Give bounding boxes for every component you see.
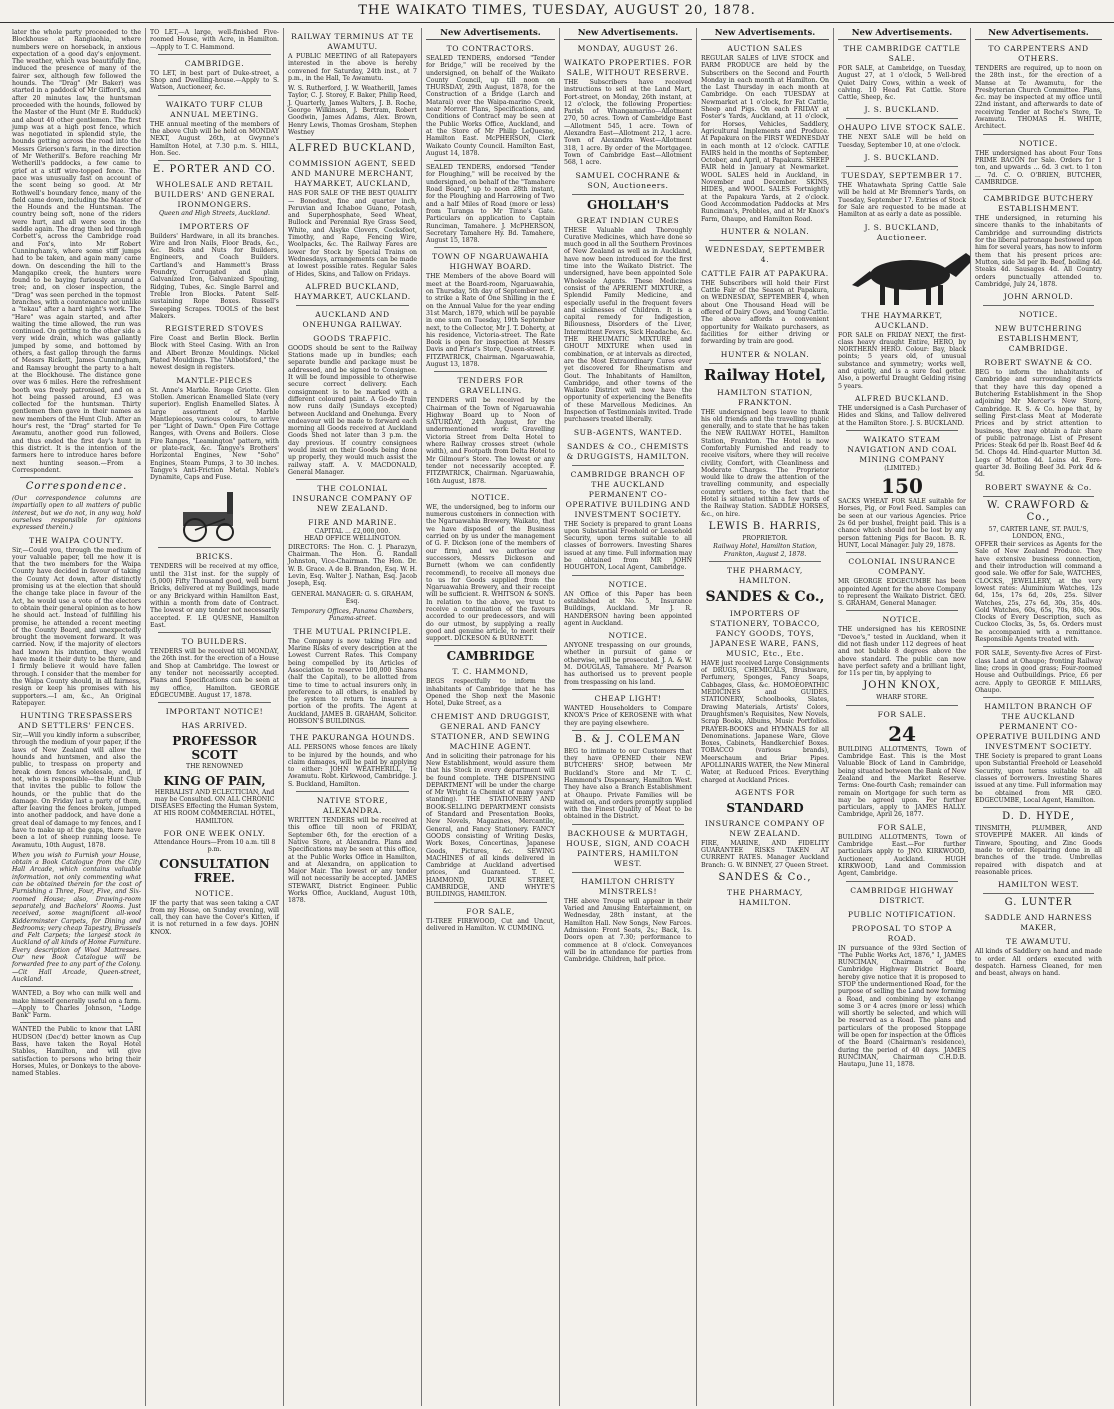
divider [983, 134, 1094, 135]
divider [709, 363, 821, 364]
ad-to-let: TO LET,—A large, well-finished Five-roomed House, with Acre, in Hamilton.—Apply to T. C. Hammond. [150, 29, 279, 51]
onehunga-railway-title: AUCKLAND AND ONEHUNGA RAILWAY. [302, 309, 403, 329]
land-for-sale: FOR SALE, Seventy-five Acres of First-class Land at Ohaupo; fronting Railway line; crops in good grass; Four-roomed House and Outbuildings. Price, £6 per acre. Apply to GEORGE F. MILLARS, Ohaupo. [975, 650, 1102, 694]
john-knox: JOHN KNOX, [863, 680, 941, 692]
mantle-body: St. Anne's Marble. Rouge Griotte. Glen Stollen. American Enamelled Slate (very superior). English Enamelled Slates. A large assortment of Marble Mantlepieces, various colours, to arrive per "Light of Dawn." Open Fire Cottage Ranges, with Ovens and Boilers. Close Fire Ranges, "Leamington" pattern, with or plate-rack, &c. Tangye's Brothers' Horizontal Engines, New "Soho" Engines, Steam Pumps, 3 to 30 inches. Tangye's Anti-Friction Metal. Noble's Dynamite, Caps and Fuse. [150, 386, 279, 482]
brewery-notice: WE, the undersigned, beg to inform our numerous customers in connection with the Ngaruawahia Brewery, Waikato, that we have disposed of the Business carried on by us under the management of G. F. Dickson (one of the members of our firm), and we authorise our successors, Messrs Dickeson and Burnett (whom we can confidently recommend), to receive all moneys due to us for Goods supplied from the Ngaruawahia Brewery, and their receipt will be sufficient. R. WHITSON & SONS. In relation to the above, we trust to receive a continuation of the favours accorded to our predecessors, and will do our utmost, by supplying a really good and genuine article, to merit their support. DICKESON & BURNETT. [426, 503, 555, 643]
highway-district: CAMBRIDGE HIGHWAY DISTRICT. [850, 885, 954, 905]
furnishing-note: When you wish to Furnish your House, obtain a Book Catalogue from the City Hall Arcade, which contains valuable information, not only commenting what can be obtained therein for the cost of Furnishing a Three, Four, Five, and Six-roomed House; also, Drawing-room separately, and Bachelors' Rooms. Just received, some magnificent all-wool Kidderminster Carpets, for Dining and Bedrooms; very cheap Tapestry, Brussels and Felt Carpets; the largest stock in Auckland of all kinds of Home Furniture. Every description of Wool Mattresses. Our new Book Catalogue will be forwarded free to any part of the Colony. —Cit Hall Arcade, Queen-street, Auckland. [12, 851, 141, 983]
sub-agents-wanted: SUB-AGENTS, WANTED. [573, 427, 683, 437]
alfred-buckland-sign: ALFRED BUCKLAND, HAYMARKET, AUCKLAND. [294, 281, 411, 301]
letter-title: HUNTING TRESPASSERS AND SETTLERS' FENCES. [18, 711, 135, 731]
section-header: New Advertisements. [564, 28, 692, 40]
monday-date: MONDAY, AUGUST 26. [577, 44, 679, 53]
column-2 [145, 28, 283, 1406]
divider [20, 986, 133, 987]
railway-terminus-body: A PUBLIC MEETING of all Ratepayers interested in the above is hereby convened for Saturday, 24th inst., at 7 p.m., in the Hall, Te Awamutu. [288, 53, 417, 82]
ghollah-title: GHOLLAH'S [587, 197, 669, 212]
alfred-buckland-sign: ALFRED BUCKLAND. [854, 393, 950, 403]
lewis-harris: LEWIS B. HARRIS, [708, 520, 822, 532]
ghollah-body: THESE Valuable and Thoroughly Curative Medicines, which have done so much good in all the Southern Provinces of New Zealand as well as in Auckland, have now been introduced for the first time into the Waikato District. The undersigned, have been appointed Sole Wholesale Agents. These Medicines consist of the APERIENT MIXTURE, a Splendid Family Medicine, and especially useful in the frequent fevers and sicknesses of Children. It is a capital remedy for Indigestion, Biliousness, Disorders of the Liver, Intermittent Fevers, Sick Headache, &c. THE RHEUMATIC MIXTURE and GHOUT MIXTURE when used in combination, or at intervals as directed, are the Most Extraordinary Cures ever yet discovered for Rheumatism and Gout. The Inhabitants of Hamilton, Cambridge, and other towns of the Waikato District will now have the opportunity of experiencing the Benefits of these Marvellous Medicines. An Inspection of Testimonials invited. Trade purchasers treated liberally. [564, 226, 693, 424]
builders-body: TENDERS will be received till MONDAY, the 26th inst. for the erection of a House and Shop at Cambridge. The lowest or any tender not necessarily accepted. Plans and Specifications can be seen at my office, Hamilton. GEORGE EDGECUMBE. August 17, 1878. [150, 648, 279, 699]
has-arrived: HAS ARRIVED. [181, 721, 248, 731]
sandes-subtitle: IMPORTERS OF STATIONERY, TOBACCO, FANCY GOODS, TOYS, JAPANESE WARE, FANS, MUSIC, Etc., Etc. [710, 608, 820, 658]
chemist-body: And in soliciting their patronage for his New Establishment, would assure them that his Stock in every department will be found complete. THE DISPENSING DEPARTMENT will be under the charge of Mr Wright (a Chemist of many years' standing). THE STATIONERY AND BOOK-SELLING DEPARTMENT consists of Standard and Presentation Books, New Novels, Magazines, Mercantile, General, and Fancy Stationery. FANCY GOODS consisting of Writing Desks, Work Boxes, Concertinas, Japanese Goods, Pictures, &c. SEWING MACHINES of all kinds delivered in Cambridge at Auckland advertised prices, and Guaranteed. T. C. HAMMOND, DUKE STREET, CAMBRIDGE, AND WHYTE'S BUILDINGS, HAMILTON. [426, 752, 555, 899]
cattle-fair-title: CATTLE FAIR AT PAPAKURA. [701, 268, 829, 278]
cheap-light-body: WANTED Householders to Compare KNOX'S Price of KEROSENE with what they are paying elsewhere. [564, 704, 692, 727]
divider [846, 552, 958, 553]
lunter-body: All kinds of Saddlery on hand and made to order. All orders executed with despatch. Harness Cleaned, for men and beast, always on hand. [975, 948, 1102, 978]
divider [434, 488, 547, 489]
divider [572, 872, 684, 873]
steam-engine-illustration [175, 484, 255, 544]
divider [846, 610, 958, 611]
capital: CAPITAL ... £2,000,000. [314, 528, 391, 536]
crawford-address: 57, CARTER LANE, ST. PAUL'S, LONDON, ENG., [988, 525, 1089, 540]
wharf-store: WHARF STORE. [876, 694, 928, 702]
divider [296, 139, 409, 140]
column-1 [8, 28, 145, 1406]
correspondence-heading: Correspondence. [25, 481, 128, 493]
contractors-title: TO CONTRACTORS. [446, 44, 535, 53]
turf-club-title: WAIKATO TURF CLUB ANNUAL MEETING. [165, 99, 264, 119]
divider [434, 160, 547, 161]
office-notice: AN Office of this Paper has been established at No. 5, Insurance Buildings, Auckland. Mr J. R. HANDERSON having been appointed agent in Auckland. [564, 590, 692, 627]
divider [983, 496, 1094, 497]
lewis-address: Railway Hotel, Hamilton Station, Frankton, August 2, 1878. [713, 543, 817, 558]
hunt-report: later the whole party proceeded to the Blockhouse at Rangiaohia, where numbers were on horseback, in anxious expectation of a good day's enjoyment. The weather, which was beautifully fine, induced the presence of many of the fairer sex, although few followed the hounds. The "Drag" (Mr Baker) was started in a paddock of Mr Gifford's, and after 20 minutes law, the huntsman proceeded with the hounds, followed by the Master of the Hunt (Mr E. Rudduck) and about 40 other gentlemen. The first jump was at a high post fence, which was negotiated in splendid style, the hounds getting across the road into the Messrs Grierson's farm, in the direction of Mr Wetherill's. Before reaching Mr Wetherill's paddocks, a few came to grief at a stiff wire-topped fence. The pace was unusually fast on account of the scent being so good. At Mr Rothwell's boundary fence, many of the field came down, including the Master of the Hounds and the Huntsman. The country being soft, none of the riders were hurt, and all were soon in the saddle again. The drag then led through Corbett's, across the Cambridge road and Fox's, into Mr Robert Cunningham's, where some stiff jumps had to be taken, and again many came down. On descending the hill to the Mangapiko creek, the hunters were found to be baying furiously around a tree; and, on closer inspection, the "Drag" was seen perched in the topmost branches, with a countenance not unlike a "tekau" after a hard night's work. The "Hare" was again started, and after waiting the time allowed, the run was continued. On getting to the other side a very wide drain, which was gallantly jumped by some, and bottomed by others, a fast gallop through the farms of Messrs Rickett, James Cunningham, and Ramsay brought the party to a halt at the Blockhouse. The distance gone over was 6 miles. Here the refreshment booth was freely patronised, and on a hot being passed around, £3 was collected for the huntsman. Thirty gentlemen then gave in their names as new members of the Hunt Club. After an hour's rest, the "Drag" started for Te Awamutu, another good run followed, and thus ended the first day's hunt in this district. It is the intention of the farmers here to introduce hares before next hunting season.—From a Correspondent. [12, 29, 141, 474]
firewood: TI-TREE FIREWOOD, Cut and Uncut, delivered in Hamilton. W. CUMMING. [426, 917, 555, 932]
divider [434, 371, 547, 372]
swayne-sign: ROBERT SWAYNE & Co. [985, 482, 1092, 492]
attendance-hours: Attendance Hours—From 10 a.m. till 8 p.m. [153, 839, 276, 854]
allotments-count: 24 [888, 721, 916, 746]
pharmacy-title: THE PHARMACY, HAMILTON. [727, 565, 803, 585]
divider [434, 902, 547, 903]
ad-to-let-shop: TO LET, in best part of Duke-street, a Shop and Dwelling-house.—Apply to S. Watson, Auctioneer, &c. [150, 69, 279, 92]
alfred-buckland-subtitle: COMMISSION AGENT, SEED AND MANURE MERCHANT, HAYMARKET, AUCKLAND, [288, 159, 417, 189]
cambridge-branch-title: CAMBRIDGE BRANCH OF THE AUCKLAND PERMANENT CO-OPERATIVE BUILDING AND INVESTMENT SOCIETY. [565, 469, 691, 519]
standard-body: FIRE, MARINE, AND FIDELITY GUARANTEE RISKS TAKEN AT CURRENT RATES. Manager Auckland Branch: G. W. BINNEY, 27 Queen Street. [701, 839, 829, 869]
for-sale: FOR SALE, [877, 822, 927, 832]
ploughing-tender: SEALED TENDERS, endorsed "Tender for Ploughing," will be received by the undersigned, on behalf of the "Tamahere Road Board," up to noon 28th instant, for the Ploughing and Harrowing of Two and a half Miles of Road (more or less) from Turanga to Mr Tinne's Gate. Particulars on application to Captain Runciman, Tamahere. J. McPHERSON, Secretary Tamahere Hy. Bd. Tamahere, August 15, 1878. [426, 164, 555, 245]
whatawhata-sale: THE Whatawhata Spring Cattle Sale will be held at Mr Bremner's Yards, on Tuesday, September 17. Entries of Stock for Sale are requested to be made at Hamilton at as early a date as possible. [838, 182, 966, 219]
divider [709, 561, 821, 562]
buckland-sign: J. S. BUCKLAND. [864, 153, 940, 163]
railway-hotel-title: Railway Hotel, [703, 365, 827, 384]
divider [846, 705, 958, 706]
letter-title: THE WAIPA COUNTY. [29, 535, 124, 545]
limited: (LIMITED.) [884, 464, 920, 472]
saddle-maker: SADDLE AND HARNESS MAKER, [984, 913, 1093, 933]
notice-heading: NOTICE. [608, 631, 648, 641]
haymarket-body: FOR SALE on FRIDAY NEXT, the first-class heavy draught Entire, HERO, by NORTHERN HERO. Colour: Bay, black points; 5 years old, of unusual substance and symmetry; works well, and quietly, and is a sure foal getter. Also, a powerful Draught Gelding rising 5 years. [838, 331, 966, 390]
hamilton-branch-title: HAMILTON BRANCH OF THE AUCKLAND PERMANENT CO-OPERATIVE BUILDING AND INVESTMENT SOCIETY. [976, 702, 1101, 752]
carpenters-title: TO CARPENTERS AND OTHERS. [988, 44, 1089, 63]
goods-traffic: GOODS TRAFFIC. [313, 333, 392, 343]
divider [158, 160, 271, 161]
masthead: THE WAIKATO TIMES, TUESDAY, AUGUST 20, 1878. [0, 0, 1114, 23]
properties-body: THE Subscribers have received instructions to sell at the Land Mart, Fort-street, on Monday, 26th instant, at 12 o'clock, the following Properties: Parish of Whangamarino—Allotment 270, 50 acres. Town of Cambridge East—Allotment 545, 1 acre. Town of Alexandra East—Allotment 212, 1 acre. Town of Alexandra West—Allotment 318, 1 acre. By order of the Mortgagee. Town of Cambridge East—Allotment 568, 1 acre. [564, 79, 692, 167]
hunter-nolan: HUNTER & NOLAN. [720, 349, 810, 359]
stop-road-body: IN pursuance of the 93rd Section of "The Public Works Act, 1876," I, JAMES RUNCIMAN, Chairman of the Cambridge Highway District Board, hereby give notice that it is proposed to STOP the undermentioned Road, for the purpose of selling the Land now forming a Road, and combining by exchange some 3 or 4 acres (more or less) which will shortly be selected, and which will be reserved as a Road. The plans and particulars of the proposed Stoppage will be open for inspection at the Offices of the Board (Chairman's residence), during the period of 40 days. JAMES RUNCIMAN, Chairman C.H.D.B. Hautapu, June 11, 1878. [838, 944, 966, 1069]
divider [572, 824, 684, 825]
cambridge-heading: CAMBRIDGE. [184, 58, 245, 68]
divider [434, 247, 547, 248]
bricks-title: BRICKS. [195, 552, 234, 562]
divider [158, 702, 271, 703]
standard-subtitle: INSURANCE COMPANY OF NEW ZEALAND. [704, 818, 826, 838]
divider [572, 465, 684, 466]
ohaupo-sale-body: THE NEXT SALE will be held on Tuesday, September 10, at one o'clock. [838, 134, 966, 149]
waikato-properties: WAIKATO PROPERTIES. FOR SALE, WITHOUT RESERVE. [564, 58, 692, 77]
notice-heading: NOTICE. [471, 492, 510, 502]
alfred-buckland-title: ALFRED BUCKLAND, [288, 143, 417, 155]
letter-body: Sir,—Will you kindly inform a subscriber, through the medium of your paper, if the laws of New Zealand will allow the hounds and huntsmen, and also the public, to trespass on property and break down fences wholesale, and, if not, who is responsible—the Hunt Club that invites the public to follow the hounds, or the public that do the damage. On Friday last a party of them, after leaving the fences broken, jumped into another paddock, and have done a great deal of damage to my fences, and I have to make up at the gaps, there have been a lot of sheep running loose. Te Awamutu, 10th August, 1878. [12, 732, 141, 849]
buckland-sign: J. S. BUCKLAND. [864, 105, 940, 115]
railway-terminus-title: RAILWAY TERMINUS AT TE AWAMUTU. [291, 32, 414, 51]
crawford-title: W. CRAWFORD & Co., [987, 499, 1090, 523]
column-3 [283, 28, 421, 1406]
coleman-body: BEG to intimate to our Customers that they have OPENED their NEW BUTCHERS' SHOP, between Mr Buckland's Store and Mr T. C. Hammond's Dispensary, Hamilton West. They have also a Branch Establishment at Ohaupo. Private Families will be waited on, and orders promptly supplied with the Finest Quality of Meat to be obtained in the District. [564, 747, 692, 821]
kerosine-notice: THE undersigned has his KEROSINE "Devoe's," tested in Auckland, when it did not flash under 112 degrees of heat and not bubble 8 degrees above the above standard. The public can now have perfect safety and a brilliant light, for 11s per tin, by applying to [838, 626, 966, 678]
swayne-body: BEG to inform the inhabitants of Cambridge and surrounding districts that they have this day opened a Butchering Establishment in the Shop adjoining Mr Mercer's New Store, Cambridge. R. S. & Co. hope that, by selling First-class Meat at Moderate Prices and by strict attention to business, they may obtain a fair share of public patronage. List of Present Prices: Steak 6d per lb. Roast Beef 4d & 5d. Chops 4d. Hind-quarter Mutton 3d. Legs of Mutton 4d. Loins 4d. Fore-quarter 3d. Boiling Beef 3d. Pork 4d & 5d. [975, 369, 1102, 479]
divider [296, 791, 409, 792]
te-awamutu: TE AWAMUTU. [1005, 937, 1072, 947]
divider [20, 1022, 133, 1023]
ad-wanted: WANTED, a Boy who can milk well and make himself generally useful on a farm.—Apply to Charles Johnson, "Lodge Bank" Farm. [12, 990, 141, 1020]
section-header: New Advertisements. [975, 28, 1102, 40]
section-header: New Advertisements. [838, 28, 966, 40]
column-8 [970, 28, 1106, 1406]
divider [572, 730, 684, 731]
railway-hotel-subtitle: HAMILTON STATION, FRANKTON. [717, 387, 813, 407]
crawford-body: OFFER their services as Agents for the Sale of New Zealand Produce. They have extensive business connection, and their introduction will command a good sale. We offer for Sale, WATCHES, CLOCKS, JEWELLERY, at the very lowest rates: Aluminium Watches, 12s 6d, 15s, 17s 6d, 20s, 25s. Silver Watches, 25s, 27s 6d, 30s, 35s, 40s. Gold Watches, 60s, 65s, 70s, 80s, 90s. Clocks of Every Description, such as Cuckoo Clocks, 3s, 5s, 6s. Orders must be accompanied with a remittance. Responsible Agents treated with. [975, 541, 1102, 644]
divider [158, 547, 271, 548]
importers-body: Builders' Hardware, in all its branches. Wire and Iron Nails, Floor Brads, &c., &c. Bolts and Nuts for Builders, Engineers, and Coach Builders. Cartland's and Hammett's Brass Foundry, Corrugated and plain Galvanized Iron, Galvanized Spouting, Ridging, Tubes, &c. Single Barrel and Treble Iron Blocks. Patent Self-sustaining Rope Boxes. Russell's Sweeping Scrapes. TOOLS of the best Makers. [150, 232, 279, 320]
carpenters-body: TENDERS are required, up to noon on the 28th inst., for the erection of a Manse at Te Awamutu, for the Presbyterian Church Committee. Plans, &c. may be inspected at my office until 22nd instant, and afterwards to date of receiving Tender at Roche's Store, Te Awamutu. THOMAS H. WHITE, Architect. [975, 65, 1102, 131]
pakuranga-hounds: THE PAKURANGA HOUNDS. [289, 733, 416, 743]
ngaruawahia-body: THE Members of the above Board will meet at the Board-room, Ngaruawahia, on Thursday, 5th day of September next, to strike a Rate of One Shilling in the £ on the Annual Value for the year ending 31st March, 1879, which will be payable in one sum on Tuesday, 19th September next, to the Collector, Mr J. T. Doherty, at his residence, Victoria-street. The Rate Book is open for inspection at Messrs Davis and Friar's Store, Queen-street. F. FITZPATRICK, Chairman. Ngaruawahia, August 13, 1878. [426, 273, 555, 368]
importers-heading: IMPORTERS OF [179, 221, 250, 231]
public-notification: PUBLIC NOTIFICATION. [847, 909, 957, 919]
buckland-auctioneer: J. S. BUCKLAND, Auctioneer. [864, 222, 940, 242]
sandes-title: SANDES & Co., [705, 588, 825, 605]
indian-cures: GREAT INDIAN CURES [576, 215, 680, 225]
for-sale: FOR SALE, [466, 906, 515, 916]
pakuranga-body: ALL PERSONS whose fences are likely to be injured by the hounds, and who claim damages, will be paid by applying to either: JOHN WEATHERILL, Te Awamutu. Robt. Kirkwood, Cambridge. J. S. Buckland, Hamilton. [288, 744, 417, 788]
divider [20, 477, 133, 478]
column-4 [421, 28, 559, 1406]
native-store-body: WRITTEN TENDERS will be received at this office till noon of FRIDAY, September 6th, for the erection of a Native Store, at Alexandra. Plans and Specifications may be seen at this office, at the Public Works Office in Hamilton, and at Alexandra, on application to Major Mair. The lowest or any tender will not necessarily be accepted. JAMES STEWART, District Engineer. Public Works Office, Auckland, August 10th, 1878. [288, 817, 417, 905]
agents-for: AGENTS FOR [735, 787, 795, 797]
stoves-heading: REGISTERED STOVES [165, 324, 264, 334]
christy-minstrels: HAMILTON CHRISTY MINSTRELS! [581, 876, 675, 896]
chemist-heading: CHEMIST AND DRUGGIST, GENERAL AND FANCY STATIONER, AND SEWING MACHINE AGENT. [430, 711, 551, 751]
divider [158, 95, 271, 96]
lunter-name: G. LUNTER [1004, 897, 1073, 909]
butchery-body: THE undersigned, in returning his sincere thanks to the inhabitants of Cambridge and surrounding districts for the liberal patronage bestowed upon him for several years, has now to inform them that his present prices are: Mutton, side 3d per lb. Beef, boiling 4d. Steaks 4d. Sausages 4d. All Country orders punctually attended to. Cambridge, July 24, 1878. [975, 215, 1103, 288]
porter-address: Queen and High Streets, Auckland. [158, 210, 271, 218]
head-office: HEAD OFFICE WELLINGTON. [304, 535, 401, 543]
notice-cat: IF the party that was seen taking a CAT from my House, on Sunday evening, will call, they can have the Cover's Kitten, if it is not returned in a few days. JOHN KNOX. [150, 899, 279, 936]
butchery-title: CAMBRIDGE BUTCHERY ESTABLISHMENT. [983, 194, 1094, 214]
builders-title: TO BUILDERS. [181, 637, 248, 647]
haymarket-title: THE HAYMARKET, AUCKLAND. [861, 310, 943, 330]
allotments-body-2: BUILDING ALLOTMENTS, Town of Cambridge East.—For further particulars apply to JNO. KIRKWOOD, Auctioneer, Auckland. HUGH KIRKWOOD, Land and Commission Agent, Cambridge. [838, 833, 966, 878]
divider [709, 240, 821, 241]
divider [158, 54, 271, 55]
christy-body: THE above Troupe will appear in their Varied and Amusing Entertainment, on Wednesday, 28th instant, at the Hamilton Hall. New Songs, New Farces. Admission: Front Seats, 2s.; Back, 1s. Doors open at 7.30; performance to commence at 8 o'clock. Conveyances will be in attendance for parties from Cambridge. Children, half price. [564, 897, 692, 964]
notice-heading: NOTICE. [1019, 138, 1058, 148]
coleman-title: B. & J. COLEMAN [574, 733, 682, 745]
allotments-body: BUILDING ALLOTMENTS, Town of Cambridge East. This is the Most Valuable Block of Land in Cambridge, being situated between the Bank of New Zealand and the Market Reserve. Terms: One-fourth Cash; remainder can remain on Mortgage for such term as may be agreed upon. For further particulars, apply to JAMES HALLY. Cambridge, April 26, 1877. [838, 745, 966, 819]
sandes-body: HAVE just received Large Consignments of DRUGS, CHEMICALS, Brushware, Perfumery, Sponges, Fancy Soaps, Cabbages, Glass, &c. HOMOEOPATHIC MEDICINES and GUIDES. STATIONERY, Schoolbooks, Slates, Drawing Materials, Artists' Colors, Draughtsmen's Requisites, New Novels, Scrap Books, Albums, Music Portfolios. PRAYER-BOOKS and HYMNALS for all Denominations. Japanese Ware, Glove Boxes, Cabinets, Handkerchief Boxes. TOBACCO (various brands), Meerschaum and Briar Pipes. APOLLINARIS WATER, the New Mineral Water, at Reduced Prices. Everything charged at Auckland Prices. [701, 659, 829, 784]
disclaimer: (Our correspondence columns are impartially open to all matters of public interest, but we do not, in any way, hold ourselves responsible for opinions expressed therein.) [12, 495, 141, 532]
ad-stables: WANTED the Public to know that LARI HUDSON (Dec'd) better known as Cup Bass, have taken the Royal Hotel Stables, Hamilton, and will give satisfaction to persons who bring their Horses, Mules, or Donkeys to the above-named Stables. [12, 1026, 141, 1078]
divider [296, 479, 409, 480]
herbalist-text: HERBALIST AND ECLECTICIAN, And may be Consulted. ON ALL CHRONIC DISEASES Effecting the Human System, AT HIS ROOM COMMERCIAL HOTEL, HAMILTON. [150, 788, 279, 825]
colonial-body: MR GEORGE EDGECUMBE has been appointed Agent for the above Company to represent the Waikato District. GEO. S. GRAHAM, General Manager. [838, 578, 966, 608]
alfred-buckland-body: HAS FOR SALE OF THE BEST QUALITY— Bonedust, fine and quarter inch, Peruvian and Ichaboe Guano, Potash, and Superphosphate, Seed Wheat, Bullock and Perennial Rye Grass Seed, White, and Alsyke Clovers, Cocksfoot, Timothy, and Rape, Fencing Wire, Woolpacks, &c. The Railway Fares are lower for Stock by Special Trains on Wednesdays, arrangements can be made at lowest possible rates. Regular Sales of Hides, Skins, and Tallow on Fridays. [288, 190, 417, 278]
cheap-light: CHEAP LIGHT! [594, 693, 662, 703]
porter-title: E. PORTER AND CO. [152, 164, 277, 176]
wheat-body: SACKS WHEAT FOR SALE suitable for Horses, Pig, or Fowl Feed. Samples can be seen at our various Agencies. Price 2s 6d per bushel, freight paid. This is a chance which should not be lost by any person fattening Pigs for Bacon. B. R. HUNT, Local Manager. July 29, 1878. [838, 498, 966, 549]
directors: DIRECTORS: The Hon. C. J. Pharazyn, Chairman. The Hon. G. Randall Johnston, Vice-Chairman. The Hon. Dr. W. B. Grace. A de B. Brandon, Esq. W. H. Levin, Esq. Walter J. Nathan, Esq. Jacob Joseph, Esq. [288, 543, 417, 588]
columns [8, 28, 1106, 1406]
renowned: THE RENOWNED [186, 763, 243, 771]
hides-notice: THE undersigned is a Cash Purchaser of Hides and Skins, and Tallow delivered at the Hamilton Store. J. S. BUCKLAND. [838, 404, 966, 427]
sandes-footer: SANDES & Co., [718, 872, 812, 884]
divider [983, 697, 1094, 698]
onehunga-railway-body: GOODS should be sent to the Railway Stations made up in bundles; each separate bundle and package must be addressed, and be signed to Consignee. It will be found impossible to otherwise secure correct delivery. Each consignment is to be marked with a different coloured paint. A Go-do Train now runs daily (Sundays excepted) between Auckland and Onehunga. Every endeavour will be made to forward each morning all Goods received at Auckland Goods Shed not later than 3 p.m. the day previous. If country consignees would insist on their Goods being done up properly, they would much assist the railway staff. A. V. MACDONALD, General Manager. [288, 344, 417, 476]
section-header: New Advertisements. [701, 28, 829, 40]
one-week-only: FOR ONE WEEK ONLY. [163, 829, 266, 838]
cattle-sale-title: THE CAMBRIDGE CATTLE SALE. [843, 44, 961, 63]
swayne-name: ROBERT SWAYNE & CO. [984, 358, 1093, 368]
temporary-offices: Temporary Offices, Panama Chambers, Panama-street. [291, 608, 414, 623]
general-manager: GENERAL MANAGER: G. S. GRAHAM, Esq. [291, 590, 414, 605]
king-of-pain: KING OF PAIN, [163, 773, 266, 788]
steam-navigation-title: WAIKATO STEAM NAVIGATION AND COAL MINING COMPANY [847, 434, 957, 464]
divider [983, 807, 1094, 808]
railway-signatories: W. S. Rutherford, J. W. Weatherill, James Taylor, C. J. Storey, F. Baker, Philip Reed, J. Quarterly, James Walters, J. B. Roche, George Wilkinson, J. Bertram, Robert Goodwin, James Adams, Alex. Brown, Henry Lewis, Thomas Grosham, Stephen Westney [288, 85, 417, 136]
standard-title: STANDARD [726, 800, 804, 815]
stop-road: PROPOSAL TO STOP A ROAD. [851, 923, 953, 943]
divider [846, 118, 958, 119]
hyde-body: TINSMITH, PLUMBER, AND STOVEPIPE MAKER. All kinds of Tinware, Spouting, and Zinc Goods made to order. Repairing done in all branches of the trade. Umbrellas repaired with dispatch and at reasonable prices. [975, 825, 1102, 876]
mutual-body: The Company is now taking Fire and Marine Risks of every description at the Lowest Current Rates. This Company being compelled by its Articles of Association to reserve 100,000 Shares (half the Capital), to be allotted from time to time to actual insurers only, in preference to all others, is enabled by the system to return to insurers a portion of the profits. The Agent at Auckland, JAMES B. GRAHAM, Solicitor. HOBSON'S BUILDINGS. [288, 637, 417, 725]
letter-body: Sir,—Could you, through the medium of your valuable paper, tell me how it is that the two members for the Waipa County have decided in favour of taking the County Act down, after distinctly promising us at the election that should the change take place in favour of the Act, he would use a vote of the electors to obtain their general opinion as to how he should act. Instead of fulfilling his promise, he attended a recent meeting of the County Board, and unexpectedly brought the movement forward. It was carried. Now, if the majority of electors had known his intention, they would have made it their duty to be there, and I firmly believe it would have fallen through. I consider that the member for the Waipa County should, in all fairness, resign or keep his promises with his supporters.—I am, &c., An Original Ratepayer. [12, 546, 141, 707]
column-5 [559, 28, 696, 1406]
for-sale: FOR SALE. [877, 709, 927, 719]
backhouse-murtagh: BACKHOUSE & MURTAGH, HOUSE, SIGN, AND COACH PAINTERS, HAMILTON WEST. [566, 828, 690, 868]
divider [846, 881, 958, 882]
gravelling-body: TENDERS will be received by the Chairman of the Town of Ngaruawahia Highway Board up to Noon of SATURDAY, 24th August, for the undermentioned work: Gravelling Victoria Street from Delta Hotel to where Railway crosses street (whole width), and Footpath from Delta Hotel to Mr Gilmour's Store. The lowest or any tender not necessarily accepted. F. FITZPATRICK, Chairman. Ngaruawahia, 16th August, 1878. [426, 397, 555, 485]
cambridge-branch-body: THE Society is prepared to grant Loans upon Substantial Freehold or Leasehold Security, upon terms suitable to all classes of borrowers. Investing Shares issued at any time. Full information may be obtained from MR JOHN HOUGHTON, Local Agent, Cambridge. [564, 520, 692, 572]
bacon-notice: THE undersigned has about Four Tons PRIME BACON for Sale. Orders for 1 ton, and upwards ... 6d. 3 cwt. to 1 ton ... 7d. C. O. O'BRIEN, BUTCHER, CAMBRIDGE. [975, 149, 1102, 186]
important-notice: IMPORTANT NOTICE! [165, 707, 264, 717]
hammond-name: T. C. HAMMOND, [452, 667, 529, 677]
ngaruawahia-title: TOWN OF NGARUAWAHIA HIGHWAY BOARD. [432, 252, 549, 272]
auction-body: REGULAR SALES of LIVE STOCK and FARM PRODUCE are held by the Subscribers on the Second and Fourth Monday in each month at Hamilton. On the Last Thursday in each month at Cambridge. On each TUESDAY at Newmarket at 1 o'clock, for Fat Cattle, Sheep and Pigs. On each FRIDAY at Foster's Yards, Auckland, at 11 o'clock, for Horses, Vehicles, Saddlery, Agricultural Implements and Produce. At Papakura on the FIRST WEDNESDAY in each month at 12 o'clock. CATTLE FAIRS held in the months of September, October, and April, at Papakura. SHEEP FAIR held in January at Newmarket. WOOL SALES held in Auckland, in November and December. SKINS, HIDES, and WOOL SALES Fortnightly at the Papakura Yards, at 2 o'clock. Good Accommodation Paddocks at Mrs Runciman's, Prebbles, and at Mr Knox's Farm, Ohaupo, and Hamilton Road. [701, 55, 829, 223]
horse-illustration [838, 245, 970, 307]
mutual-principle: THE MUTUAL PRINCIPLE. [293, 626, 412, 636]
turf-club-body: THE annual meeting of the members of the above Club will be held on MONDAY NEXT, August 26th, at Gwynne's Hamilton Hotel, at 7.30 p.m. S. HILL, Hon. Sec. [150, 120, 279, 157]
cattle-sale-body: FOR SALE, at Cambridge, on Tuesday, August 27, at 1 o'clock, 5 Well-bred Quiet Dairy Cows, within a week of calving. 10 Head Fat Cattle. Store Cattle, Sheep, &c. [838, 65, 966, 102]
auction-sales: AUCTION SALES [727, 44, 803, 53]
ohaupo-sale-title: OHAUPO LIVE STOCK SALE. [838, 123, 966, 133]
divider [572, 689, 684, 690]
divider [983, 646, 1094, 647]
proprietor: PROPRIETOR. [742, 534, 788, 542]
trespass-notice: ANYONE trespassing on our grounds, whether in pursuit of game or otherwise, will be prosecuted. J. A. & W. M. DOUGLAS, Tamahere. Mr Pearson has authorised us to prevent people from trespassing on his land. [564, 642, 692, 686]
professor-scott: PROFESSOR SCOTT [172, 734, 257, 763]
gravelling-title: TENDERS FOR GRAVELLING. [457, 376, 524, 396]
cattle-fair-body: THE Subscribers will hold their First Cattle Fair of the Season at Papakura, on WEDNESDAY, SEPTEMBER 4, when about One Thousand Head will be offered of Dairy Cows, and Young Cattle. The above affords a convenient opportunity for Waikato purchasers, as facilities for either driving or forwarding by train are good. [701, 279, 829, 346]
column-6 [696, 28, 833, 1406]
stoves-body: Fire Coast and Berlin Block. Berlin Block with Steel Casing. With an Iron and Albert Bronze Mouldings. Nickel Plated Mouldings. The "Abbotsford," the newest design in registers. [150, 335, 279, 372]
cambridge-heading: CAMBRIDGE [446, 649, 535, 664]
wheat-quantity: 150 [881, 474, 923, 499]
divider [296, 305, 409, 306]
column-7 [833, 28, 970, 1406]
wednesday-date: WEDNESDAY, SEPTEMBER 4. [704, 244, 826, 264]
john-arnold: JOHN ARNOLD. [1003, 292, 1074, 302]
colonial-insurance: COLONIAL INSURANCE COMPANY. [848, 557, 956, 577]
hunter-nolan: HUNTER & NOLAN. [720, 226, 810, 236]
new-butchering-title: NEW BUTCHERING ESTABLISHMENT, CAMBRIDGE. [994, 324, 1083, 354]
divider [846, 430, 958, 431]
native-store-title: NATIVE STORE, ALEXANDRA. [316, 796, 389, 816]
divider [983, 189, 1094, 190]
divider [846, 166, 958, 167]
hamilton-west: HAMILTON WEST. [998, 880, 1079, 890]
fire-marine: FIRE AND MARINE. [308, 518, 397, 528]
notice-heading: NOTICE. [608, 579, 648, 589]
notice-heading: NOTICE. [195, 888, 234, 898]
railway-hotel-body: THE undersigned begs leave to thank his old friends and the travelling public generally, and to state that he has taken the NEW RAILWAY HOTEL, Hamilton Station, Frankton. The Hotel is now Comfortably Furnished and ready to receive visitors, where they will receive civility, Comfort, with Cleanliness and Moderate Charges. The Proprietor would like to draw the attention of the travelling community, and especially country settlers, to the fact that the Hotel is situated within a few yards of the Railway Station. SADDLE HORSES, &c., on hire. [701, 408, 829, 518]
hamilton-branch-body: THE Society is prepared to grant Loans upon Substantial Freehold or Leasehold Security, upon terms suitable to all classes of borrowers. Investing Shares issued at any time. Full information may be obtained from MR GEO. EDGECUMBE, Local Agent, Hamilton. [975, 753, 1103, 804]
hyde-name: D. D. HYDE, [1002, 811, 1075, 823]
colonial-insurance-title: THE COLONIAL INSURANCE COMPANY OF NEW ZEALAND. [292, 484, 413, 514]
consultation-free: CONSULTATION FREE. [159, 856, 270, 885]
porter-subtitle: WHOLESALE AND RETAIL BUILDERS' AND GENERAL IRONMONGERS. [154, 180, 275, 210]
pharmacy-footer: THE PHARMACY, HAMILTON. [727, 888, 803, 908]
mantle-heading: MANTLE-PIECES [176, 375, 253, 385]
tuesday-date: TUESDAY, SEPTEMBER 17. [841, 171, 963, 181]
bricks-body: TENDERS will be received at my office, until the 31st inst. for the supply of (5,000) Fifty Thousand good, well burnt Bricks, delivered at my Buildings, made or any Brickyard within Hamilton East, within a month from date of Contract. The lowest or any tender not necessarily accepted. F. LE QUESNE, Hamilton East. [150, 563, 279, 629]
notice-heading: NOTICE. [1019, 310, 1058, 320]
divider [983, 305, 1094, 306]
section-header: New Advertisements. [426, 28, 555, 40]
divider [572, 575, 684, 576]
hammond-body: BEGS respectfully to inform the inhabitants of Cambridge that he has Opened the Shop next the Masonic Hotel, Duke Street, as a [426, 678, 555, 708]
notice-heading: NOTICE. [882, 615, 922, 625]
divider [158, 632, 271, 633]
sandes-chemists: SANDES & CO., CHEMISTS & DRUGGISTS, HAMILTON. [566, 441, 690, 461]
cochrane-auctioneers: SAMUEL COCHRANE & SON, Auctioneers. [575, 170, 681, 190]
divider [434, 645, 547, 646]
divider [296, 728, 409, 729]
contractors-body: SEALED TENDERS, endorsed "Tender for Bridge," will be received by the undersigned, on behalf of the Waikato County Council, up till noon on THURSDAY, 29th August, 1878, for the Construction of a Bridge (Larch and Matarai) over the Waipa-marino Creek, near Morror. Plans, Specifications, and Conditions of Contract may be seen at the Public Works Office, Auckland, and at the Store of Mr Philip LeQuesne, Hamilton East. McPHERSON, Clerk Waikato County Council. Hamilton East, August 14, 1878. [426, 55, 555, 157]
divider [983, 893, 1094, 894]
divider [572, 194, 684, 195]
